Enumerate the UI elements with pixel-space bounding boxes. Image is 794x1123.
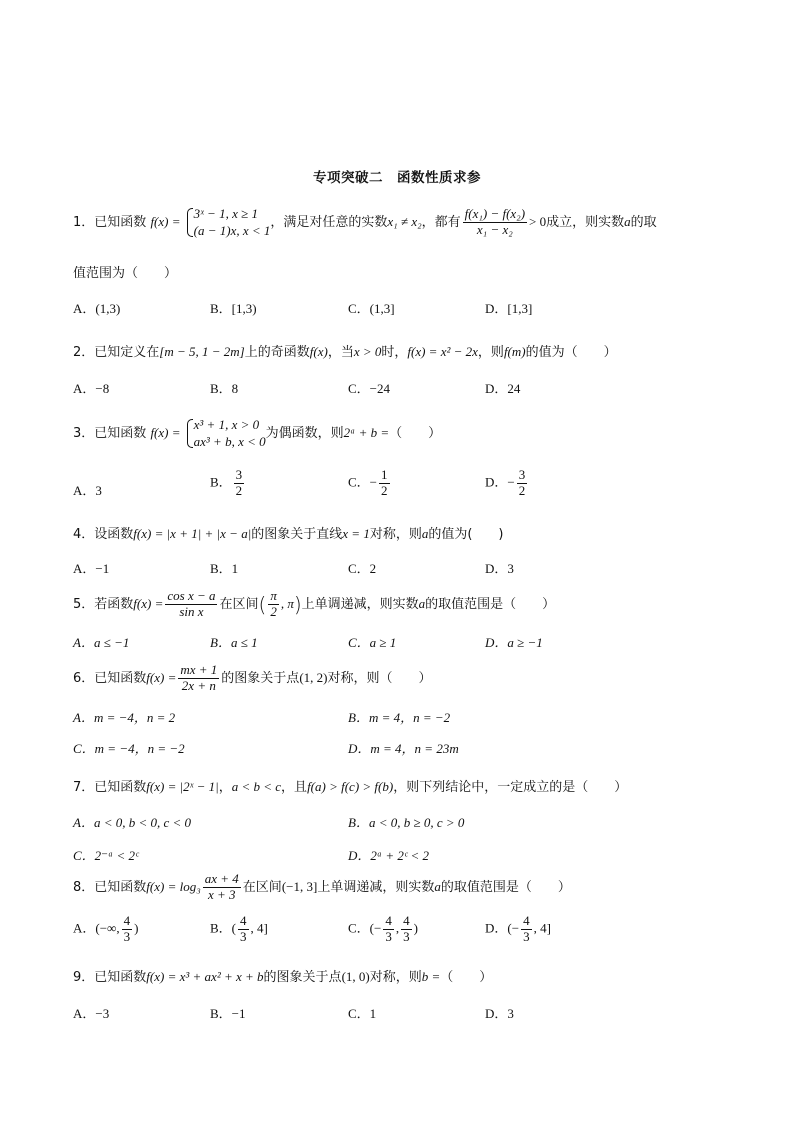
q1-option-b[interactable]: B．[1,3) [210, 301, 257, 316]
q9-option-d[interactable]: D．3 [485, 1006, 514, 1021]
q7-option-b[interactable]: B．a < 0, b ≥ 0, c > 0 [348, 815, 465, 830]
q4-option-c[interactable]: C．2 [348, 561, 377, 576]
q1-text: 已知函数 [94, 215, 147, 230]
q1-option-c[interactable]: C．(1,3] [348, 301, 395, 316]
q1-option-a[interactable]: A．(1,3) [73, 301, 121, 316]
q8-option-d[interactable]: D．(− $\frac{4}{3}$ , 4] [485, 913, 551, 944]
q1-fraction: $\frac{\text{f(x₁) − f(x₂)}}{\text{x₁ − x₂}}$ [464, 206, 526, 237]
question-2: 2．已知定义在[m − 5, 1 − 2m]上的奇函数f(x)，当x > 0时，f(x) = x² − 2x，则f(m)的值为（ ） [73, 344, 617, 360]
question-8: 8．已知函数f(x) = log₃ $\frac{ax + 4}{x + 3}$ 在区间(−1, 3]上单调递减，则实数a的取值范围是（ ） [73, 871, 571, 902]
question-6: 6．已知函数f(x) = $\frac{mx + 1}{2x + n}$ 的图象关于点(1, 2)对称，则（ ） [73, 662, 432, 693]
question-3: 3．已知函数 f(x) = x³ + 1, x > 0 ax³ + b, x < 0 为偶函数，则2ᵃ + b =（ ） [73, 416, 442, 449]
q7-option-d[interactable]: D．2ᵃ + 2ᶜ < 2 [348, 848, 430, 863]
q4-option-b[interactable]: B．1 [210, 561, 239, 576]
q9-option-b[interactable]: B．−1 [210, 1006, 246, 1021]
q2-option-d[interactable]: D．24 [485, 381, 521, 396]
q3-option-b[interactable]: B． $\frac{3}{2}$ [210, 467, 243, 498]
question-9: 9．已知函数f(x) = x³ + ax² + x + b的图象关于点(1, 0)对称，则b =（ ） [73, 969, 493, 985]
q4-option-d[interactable]: D．3 [485, 561, 514, 576]
q1-function: f(x) = [150, 214, 181, 229]
q3-option-d[interactable]: D．− $\frac{3}{2}$ [485, 467, 526, 498]
q2-option-c[interactable]: C．−24 [348, 381, 391, 396]
q1-line2: 值范围为（ ） [73, 266, 178, 281]
q8-option-a[interactable]: A．(−∞, $\frac{4}{3}$ ) [73, 913, 139, 944]
question-5: 5．若函数f(x) = $\frac{\text{cos x − a}}{\text{sin x}}$ 在区间( $\frac{\pi}{2}$ , π)上单调递减，则实数a的取值范围是（ ） [73, 588, 556, 619]
q1-option-d[interactable]: D．[1,3] [485, 301, 533, 316]
q6-option-d[interactable]: D．m = 4，n = 23m [348, 741, 459, 756]
q8-option-b[interactable]: B．( $\frac{4}{3}$ , 4] [210, 913, 268, 944]
q1-piecewise: 3ˣ − 1, x ≥ 1 (a − 1)x, x < 1 [185, 206, 271, 240]
q3-option-c[interactable]: C．− $\frac{1}{2}$ [348, 467, 388, 498]
q3-piecewise: x³ + 1, x > 0 ax³ + b, x < 0 [185, 417, 266, 451]
q5-option-c[interactable]: C．a ≥ 1 [348, 635, 397, 650]
q3-option-a[interactable]: A．3 [73, 483, 102, 498]
question-1: 1．已知函数 f(x) = 3ˣ − 1, x ≥ 1 (a − 1)x, x < 1 ，满足对任意的实数x₁ ≠ x₂，都有 $\frac{\text{f(x₁) − f(x₂)}}{\text{x₁ − x₂}}$ > 0成立，则实数a的取 [73, 205, 657, 238]
page-title: 专项突破二 函数性质求参 [313, 170, 481, 186]
q6-option-c[interactable]: C．m = −4，n = −2 [73, 741, 185, 756]
q9-option-a[interactable]: A．−3 [73, 1006, 110, 1021]
q1-number: 1． [73, 215, 95, 230]
q6-option-b[interactable]: B．m = 4，n = −2 [348, 710, 451, 725]
q2-option-b[interactable]: B．8 [210, 381, 239, 396]
q8-option-c[interactable]: C．(− $\frac{4}{3}$ , $\frac{4}{3}$ ) [348, 913, 418, 944]
q9-option-c[interactable]: C．1 [348, 1006, 377, 1021]
q5-option-a[interactable]: A．a ≤ −1 [73, 635, 130, 650]
q5-option-d[interactable]: D．a ≥ −1 [485, 635, 543, 650]
question-7: 7．已知函数f(x) = |2ˣ − 1|，a < b < c，且f(a) > f(c) > f(b)，则下列结论中，一定成立的是（ ） [73, 779, 628, 795]
q7-option-c[interactable]: C．2⁻ᵃ < 2ᶜ [73, 848, 139, 863]
q7-option-a[interactable]: A．a < 0, b < 0, c < 0 [73, 815, 192, 830]
q6-option-a[interactable]: A．m = −4，n = 2 [73, 710, 176, 725]
q2-option-a[interactable]: A．−8 [73, 381, 110, 396]
question-4: 4．设函数f(x) = |x + 1| + |x − a|的图象关于直线x = 1对称，则a的值为( ) [73, 526, 504, 542]
q4-option-a[interactable]: A．−1 [73, 561, 110, 576]
q5-option-b[interactable]: B．a ≤ 1 [210, 635, 258, 650]
